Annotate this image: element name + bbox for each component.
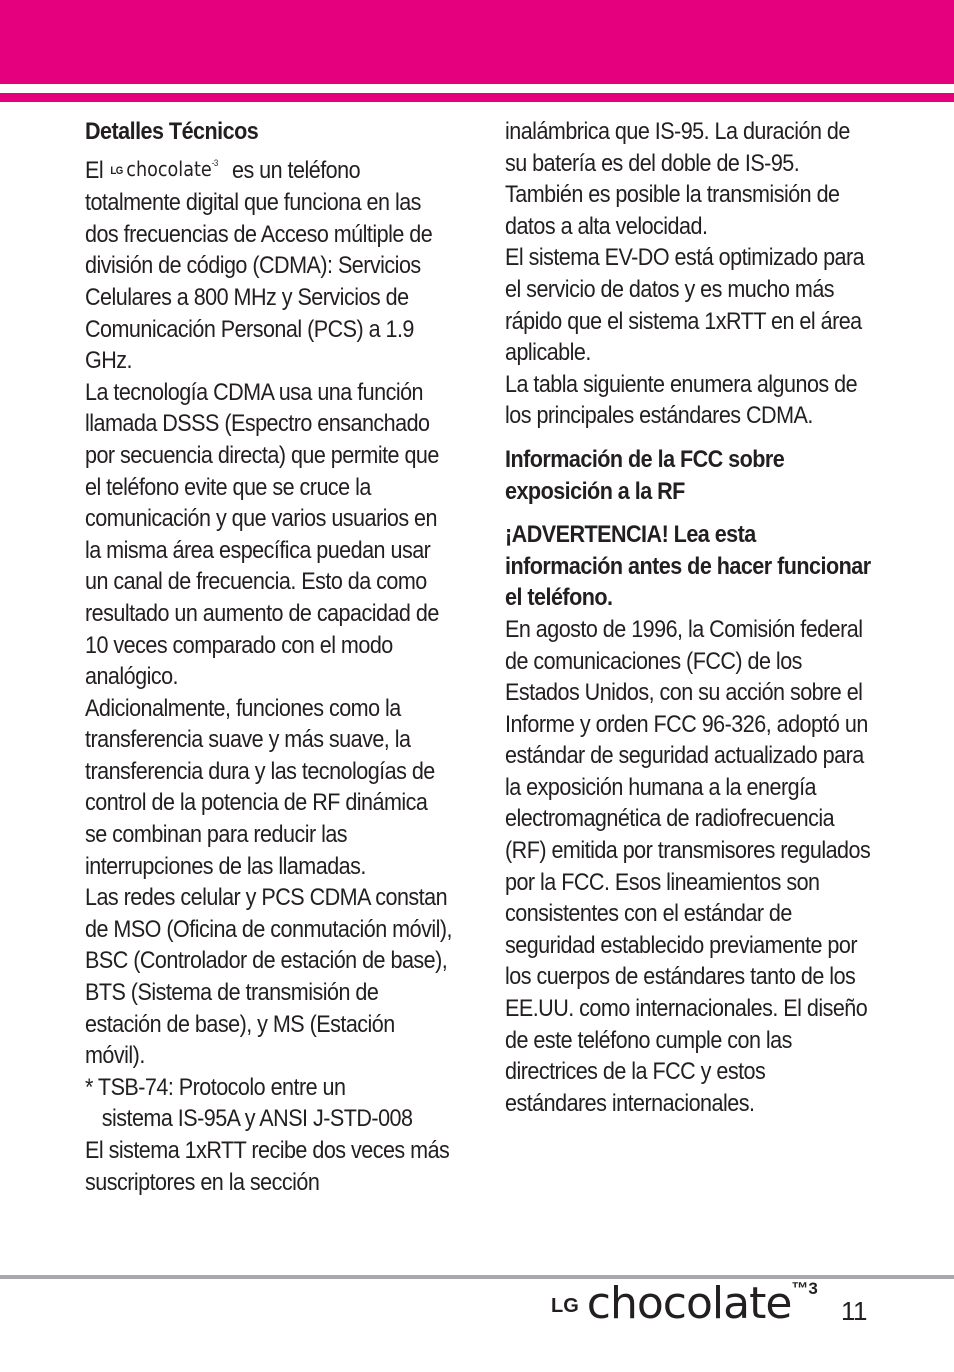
footer-logo-suffix: ™3 (791, 1279, 818, 1298)
paragraph-1xrtt: El sistema 1xRTT recibe dos veces más suscriptores en la sección (85, 1137, 450, 1196)
footnote-tsb74-line1: * TSB-74: Protocolo entre un (85, 1073, 346, 1101)
footer-logo-lg: LG (551, 1295, 579, 1317)
paragraph-handoff: Adicionalmente, funciones como la transferencia suave y más suave, la transferencia dura y las tecnologías de control de la potencia de RF dinámica se combinan para reducir las interrupciones de las llamadas. (85, 694, 435, 880)
section-heading-technical-details: Detalles Técnicos (85, 118, 259, 145)
section-heading-fcc: Información de la FCC sobre exposición a la RF (505, 445, 785, 505)
warning-heading: ¡ADVERTENCIA! Lea esta información antes de hacer funcionar el teléfono. (505, 521, 871, 612)
page-number: 11 (841, 1296, 867, 1326)
paragraph-networks: Las redes celular y PCS CDMA constan de MSO (Oficina de conmutación móvil), BSC (Controlador de estación de base), BTS (Sistema de transmisión de estación de base), y MS (Estación móvil). (85, 884, 452, 1070)
inline-product-logo (110, 148, 217, 188)
left-column (85, 116, 452, 1198)
footer-logo-chocolate: chocolate (586, 1278, 792, 1329)
inline-logo-suffix: -3 (211, 157, 218, 168)
paragraph-evdo: El sistema EV-DO está optimizado para el servicio de datos y es mucho más rápido que el sistema 1xRTT en el área aplicable. (505, 244, 865, 367)
paragraph-table-note: La tabla siguiente enumera algunos de los principales estándares CDMA. (505, 370, 858, 430)
paragraph-cdma-dsss: La tecnología CDMA usa una función llamada DSSS (Espectro ensanchado por secuencia directa) que permite que el teléfono evite que se cruce la comunicación y que varios usuarios en la misma área específica puedan usar un canal de frecuencia. Esto da como resultado un aumento de capacidad de 10 veces comparado con el modo analógico. (85, 378, 439, 691)
footnote-tsb74-line2: sistema IS-95A y ANSI J-STD-008 (101, 1105, 413, 1133)
paragraph-fcc-body: En agosto de 1996, la Comisión federal de comunicaciones (FCC) de los Estados Unidos, con su acción sobre el Informe y orden FCC 96-326, adoptó un estándar de seguridad actualizado para la exposición humana a la energía electromagnética de radiofrecuencia (RF) emitida por transmisores regulados por la FCC. Esos lineamientos son consistentes con el estándar de seguridad establecido previamente por los cuerpos de estándares tanto de los EE.UU. como internacionales. El diseño de este teléfono cumple con las directrices de la FCC y estos estándares internacionales. (505, 615, 871, 1117)
right-column (505, 116, 872, 1119)
footer-product-logo (551, 1278, 818, 1329)
intro-paragraph (85, 148, 452, 377)
paragraph-continuation: inalámbrica que IS-95. La duración de su batería es del doble de IS-95. También es posible la transmisión de datos a alta velocidad. (505, 118, 850, 240)
inline-logo-chocolate: chocolate (126, 156, 212, 181)
inline-logo-lg: LG (110, 164, 123, 177)
header-band (0, 0, 954, 84)
intro-prefix: El (85, 156, 104, 184)
header-rule (0, 93, 954, 102)
intro-text: es un teléfono totalmente digital que funciona en las dos frecuencias de Acceso múltiple de división de código (CDMA): Servicios Celulares a 800 MHz y Servicios de Comunicación Personal (PCS) a 1.9 GHz. (85, 156, 433, 375)
